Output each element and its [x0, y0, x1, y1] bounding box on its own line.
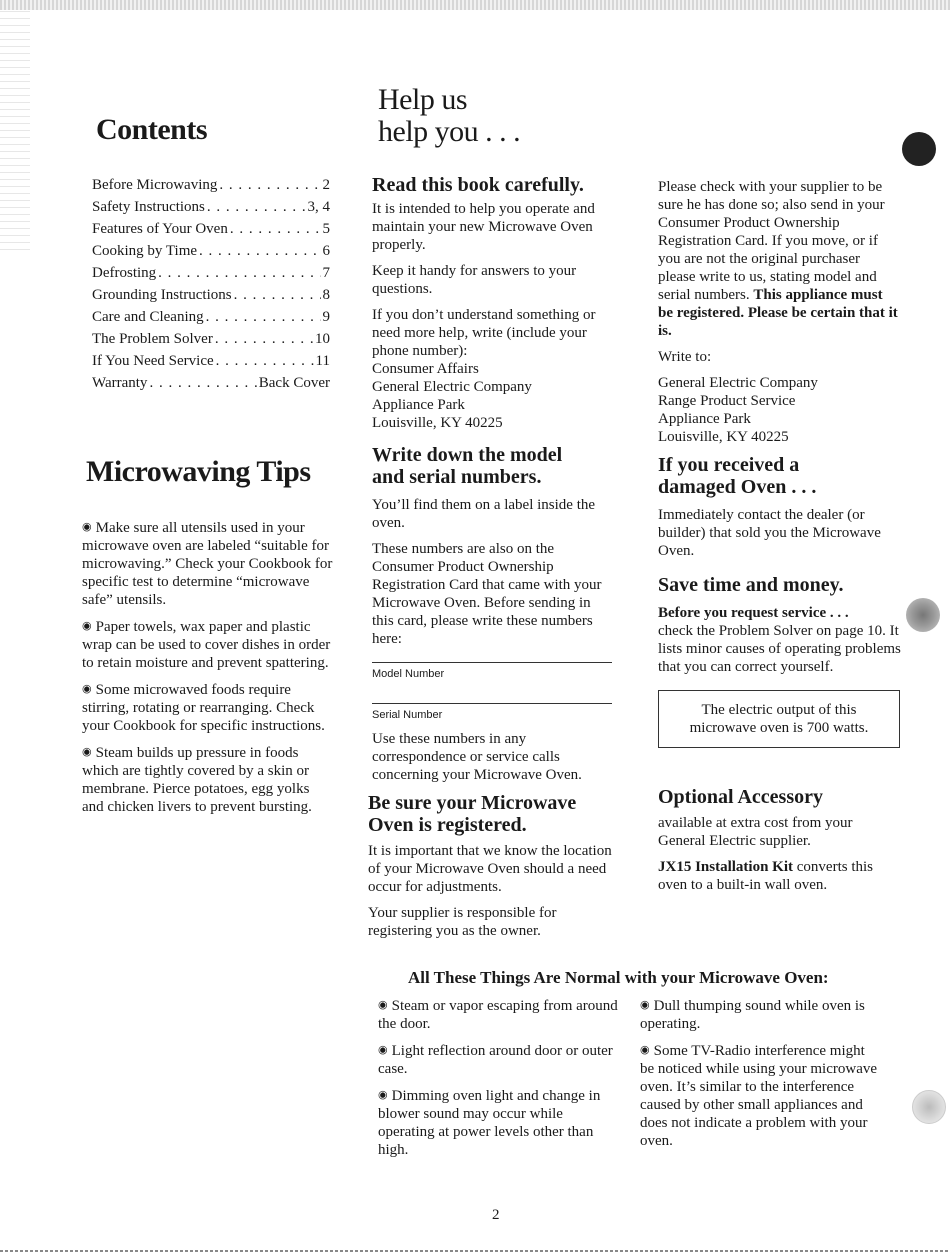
tip-item: ◉ Steam builds up pressure in foods which are tightly covered by a skin or membrane. Pierce potatoes, egg yolks and chicken livers to prevent bursting. — [82, 745, 312, 815]
help-title: Help us help you . . . — [378, 83, 521, 148]
bullet-icon: ◉ — [82, 620, 92, 632]
bullet-icon: ◉ — [378, 1089, 388, 1101]
model-number-field: Model Number — [372, 662, 612, 683]
toc-item: Grounding Instructions . . . 8 — [92, 284, 330, 306]
toc-item: Safety Instructions . . . 3, 4 — [92, 196, 330, 218]
toc-item: If You Need Service . . . 11 — [92, 350, 330, 372]
registered-text: It is important that we know the location of your Microwave Oven should a need occur for adjustments. — [368, 843, 612, 895]
bullet-icon: ◉ — [82, 746, 92, 758]
toc-item: Warranty . . . Back Cover — [92, 372, 330, 394]
normal-item: ◉ Dimming oven light and change in blower sound may occur while operating at power levels other than high. — [378, 1088, 601, 1158]
read-book-heading: Read this book carefully. — [372, 174, 584, 196]
model-heading: Write down the model and serial numbers. — [372, 444, 563, 488]
bullet-icon: ◉ — [378, 1044, 388, 1056]
read-book-text: It is intended to help you operate and maintain your new Microwave Oven properly. — [372, 201, 595, 253]
scan-edge-top — [0, 0, 950, 10]
save-time-subheading: Before you request service . . . — [658, 605, 849, 621]
accessory-heading: Optional Accessory — [658, 786, 823, 808]
damaged-section — [658, 454, 902, 568]
contents-list — [92, 174, 330, 394]
accessory-section — [658, 786, 902, 902]
accessory-kit-text: JX15 Installation Kit converts this oven to a built-in wall oven. — [658, 859, 874, 893]
normal-list-right — [640, 996, 880, 1158]
damaged-heading: If you received a damaged Oven . . . — [658, 454, 817, 498]
save-time-section — [658, 574, 902, 748]
scan-edge-bottom — [0, 1250, 950, 1252]
toc-item: Before Microwaving . . . 2 — [92, 174, 330, 196]
normal-heading: All These Things Are Normal with your Microwave Oven: — [408, 968, 829, 987]
model-text: These numbers are also on the Consumer Product Ownership Registration Card that came with your Microwave Oven. Before sending in this card, please write these numbers here: — [372, 541, 602, 647]
toc-item: Cooking by Time . . . 6 — [92, 240, 330, 262]
bullet-icon: ◉ — [640, 999, 650, 1011]
read-book-text: If you don’t understand something or need more help, write (include your phone number): — [372, 307, 596, 359]
service-address: General Electric Company Range Product Service Appliance Park Louisville, KY 40225 — [658, 375, 818, 445]
page-number: 2 — [492, 1207, 500, 1223]
wattage-box: The electric output of this microwave oven is 700 watts. — [658, 690, 900, 748]
binder-hole-middle — [906, 598, 940, 632]
registered-text: Your supplier is responsible for registering you as the owner. — [368, 905, 557, 939]
bullet-icon: ◉ — [378, 999, 388, 1011]
binder-hole-top — [902, 132, 936, 166]
tip-item: ◉ Paper towels, wax paper and plastic wrap can be used to cover dishes in order to retain moisture and prevent spattering. — [82, 619, 331, 671]
bullet-icon: ◉ — [82, 683, 92, 695]
scan-edge-left — [0, 10, 30, 250]
damaged-text: Immediately contact the dealer (or builder) that sold you the Microwave Oven. — [658, 507, 881, 559]
model-section — [372, 444, 612, 792]
normal-item: ◉ Steam or vapor escaping from around the door. — [378, 998, 618, 1032]
normal-item: ◉ Dull thumping sound while oven is operating. — [640, 998, 865, 1032]
registered-heading: Be sure your Microwave Oven is registered. — [368, 792, 577, 836]
normal-item: ◉ Some TV-Radio interference might be noticed while using your microwave oven. It’s similar to the interference caused by other small appliances and does not indicate a problem with your oven. — [640, 1043, 878, 1149]
normal-list-left — [378, 996, 618, 1167]
read-book-text: Keep it handy for answers to your questions. — [372, 263, 577, 297]
binder-hole-bottom — [912, 1090, 946, 1124]
tips-list — [82, 518, 334, 824]
contents-title: Contents — [96, 113, 208, 146]
tips-title: Microwaving Tips — [86, 455, 311, 488]
toc-item: Care and Cleaning . . . 9 — [92, 306, 330, 328]
tip-item: ◉ Some microwaved foods require stirring, rotating or rearranging. Check your Cookbook for specific instructions. — [82, 682, 325, 734]
save-time-heading: Save time and money. — [658, 574, 844, 596]
save-time-text: check the Problem Solver on page 10. It lists minor causes of operating problems that you can correct yourself. — [658, 623, 901, 675]
read-book-section — [372, 174, 612, 432]
registered-section — [368, 792, 616, 948]
tip-item: ◉ Make sure all utensils used in your microwave oven are labeled “suitable for microwaving.” Check your Cookbook for specific test to determine “microwave safe” utensils. — [82, 520, 333, 608]
bullet-icon: ◉ — [640, 1044, 650, 1056]
toc-item: Defrosting . . . 7 — [92, 262, 330, 284]
model-text: Use these numbers in any correspondence or service calls concerning your Microwave Oven. — [372, 731, 582, 783]
supplier-section — [658, 178, 900, 446]
serial-number-field: Serial Number — [372, 703, 612, 724]
accessory-text: available at extra cost from your General Electric supplier. — [658, 815, 853, 849]
toc-item: The Problem Solver . . . 10 — [92, 328, 330, 350]
normal-item: ◉ Light reflection around door or outer case. — [378, 1043, 613, 1077]
consumer-affairs-address: Consumer Affairs General Electric Company Appliance Park Louisville, KY 40225 — [372, 361, 532, 431]
toc-item: Features of Your Oven . . . 5 — [92, 218, 330, 240]
bullet-icon: ◉ — [82, 521, 92, 533]
supplier-text: Please check with your supplier to be sure he has done so; also send in your Consumer Product Ownership Registration Card. If you move, or if you are not the original purchaser please write to us, stating model and serial numbers. This appliance must be registered. Please be certain that it is. — [658, 179, 898, 339]
write-to-label: Write to: — [658, 349, 712, 365]
model-text: You’ll find them on a label inside the oven. — [372, 497, 596, 531]
